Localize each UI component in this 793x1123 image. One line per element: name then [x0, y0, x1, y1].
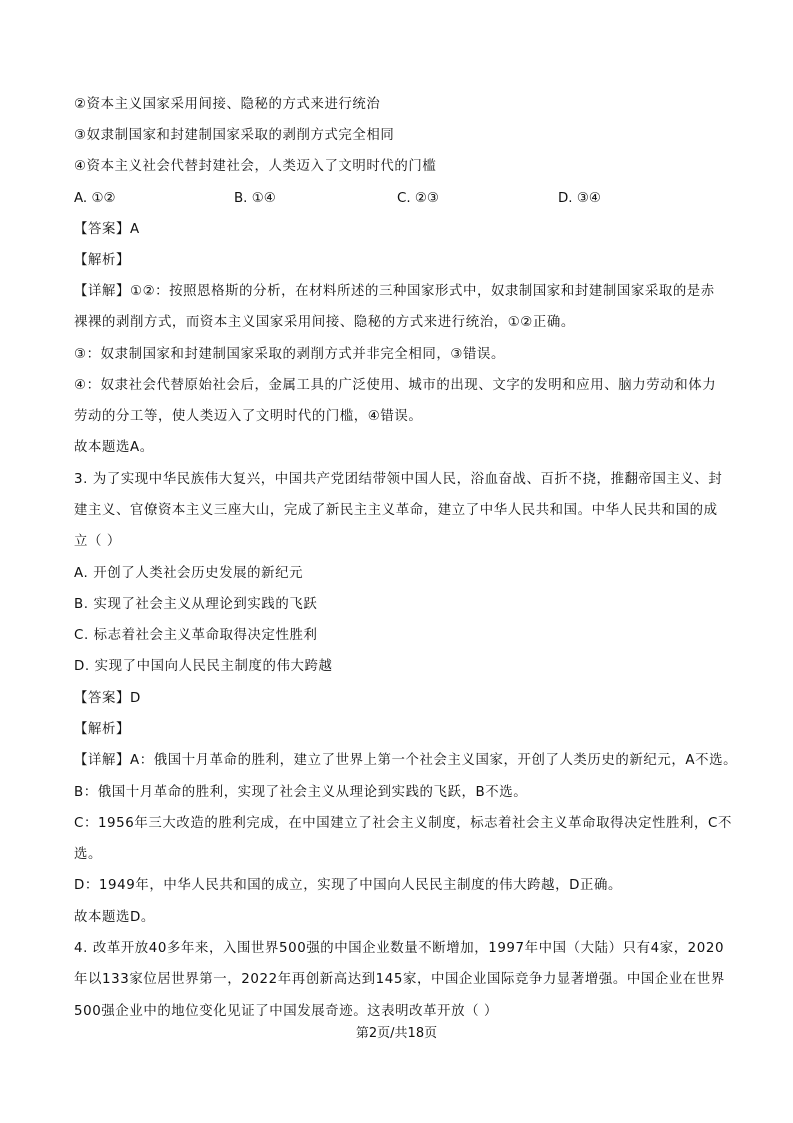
line-3: ④资本主义社会代替封建社会，人类迈入了文明时代的门槛 — [74, 159, 437, 174]
detail-3-line-5: D：1949年，中华人民共和国的成立，实现了中国向人民民主制度的伟大跨越，D正确。 — [74, 878, 622, 893]
analysis-label: 【解析】 — [74, 253, 130, 268]
question-3-option-a: A. 开创了人类社会历史发展的新纪元 — [74, 566, 304, 581]
question-4-line-3: 500强企业中的地位变化见证了中国发展奇迹。这表明改革开放（ ） — [74, 1004, 498, 1019]
conclusion-line: 故本题选A。 — [74, 440, 154, 455]
question-3-line-2: 建主义、官僚资本主义三座大山，完成了新民主主义革命，建立了中华人民共和国。中华人民共和国的成 — [74, 503, 718, 518]
answer-label-3: 【答案】D — [74, 691, 141, 706]
option-a: A. ①② — [74, 191, 116, 206]
question-3-option-c: C. 标志着社会主义革命取得决定性胜利 — [74, 628, 318, 643]
question-4-line-1: 4. 改革开放40多年来，入围世界500强的中国企业数量不断增加，1997年中国（大陆）只有4家，2020 — [74, 941, 725, 956]
detail-3-line-4: 选。 — [74, 847, 102, 862]
answer-label: 【答案】A — [74, 222, 140, 237]
question-3-option-b: B. 实现了社会主义从理论到实践的飞跃 — [74, 597, 318, 612]
detail-line-1: 【详解】①②：按照恩格斯的分析，在材料所述的三种国家形式中，奴隶制国家和封建制国家采取的是赤 — [74, 284, 715, 299]
question-3-line-3: 立（ ） — [74, 534, 121, 549]
option-d: D. ③④ — [558, 191, 601, 206]
conclusion-line-3: 故本题选D。 — [74, 910, 155, 925]
option-c: C. ②③ — [397, 191, 439, 206]
question-3-option-d: D. 实现了中国向人民民主制度的伟大跨越 — [74, 659, 333, 674]
line-2: ③奴隶制国家和封建制国家采取的剥削方式完全相同 — [74, 128, 395, 143]
page-footer: 第2页/共18页 — [355, 1026, 438, 1041]
detail-line-3: ③：奴隶制国家和封建制国家采取的剥削方式并非完全相同，③错误。 — [74, 347, 505, 362]
question-4-line-2: 年以133家位居世界第一，2022年再创新高达到145家，中国企业国际竞争力显著增强。中国企业在世界 — [74, 972, 725, 987]
detail-3-line-2: B：俄国十月革命的胜利，实现了社会主义从理论到实践的飞跃，B不选。 — [74, 785, 528, 800]
line-1: ②资本主义国家采用间接、隐秘的方式来进行统治 — [74, 97, 381, 112]
detail-3-line-3: C：1956年三大改造的胜利完成，在中国建立了社会主义制度，标志着社会主义革命取得决定性胜利，C不 — [74, 816, 732, 831]
detail-line-5: 劳动的分工等，使人类迈入了文明时代的门槛，④错误。 — [74, 409, 423, 424]
detail-3-line-1: 【详解】A：俄国十月革命的胜利，建立了世界上第一个社会主义国家，开创了人类历史的新纪元，A不选。 — [74, 753, 738, 768]
detail-line-4: ④：奴隶社会代替原始社会后，金属工具的广泛使用、城市的出现、文字的发明和应用、脑力劳动和体力 — [74, 378, 717, 393]
option-b: B. ①④ — [234, 191, 276, 206]
question-3-line-1: 3. 为了实现中华民族伟大复兴，中国共产党团结带领中国人民，浴血奋战、百折不挠，推翻帝国主义、封 — [74, 472, 723, 487]
analysis-label-3: 【解析】 — [74, 722, 130, 737]
detail-line-2: 裸裸的剥削方式，而资本主义国家采用间接、隐秘的方式来进行统治，①②正确。 — [74, 315, 575, 330]
